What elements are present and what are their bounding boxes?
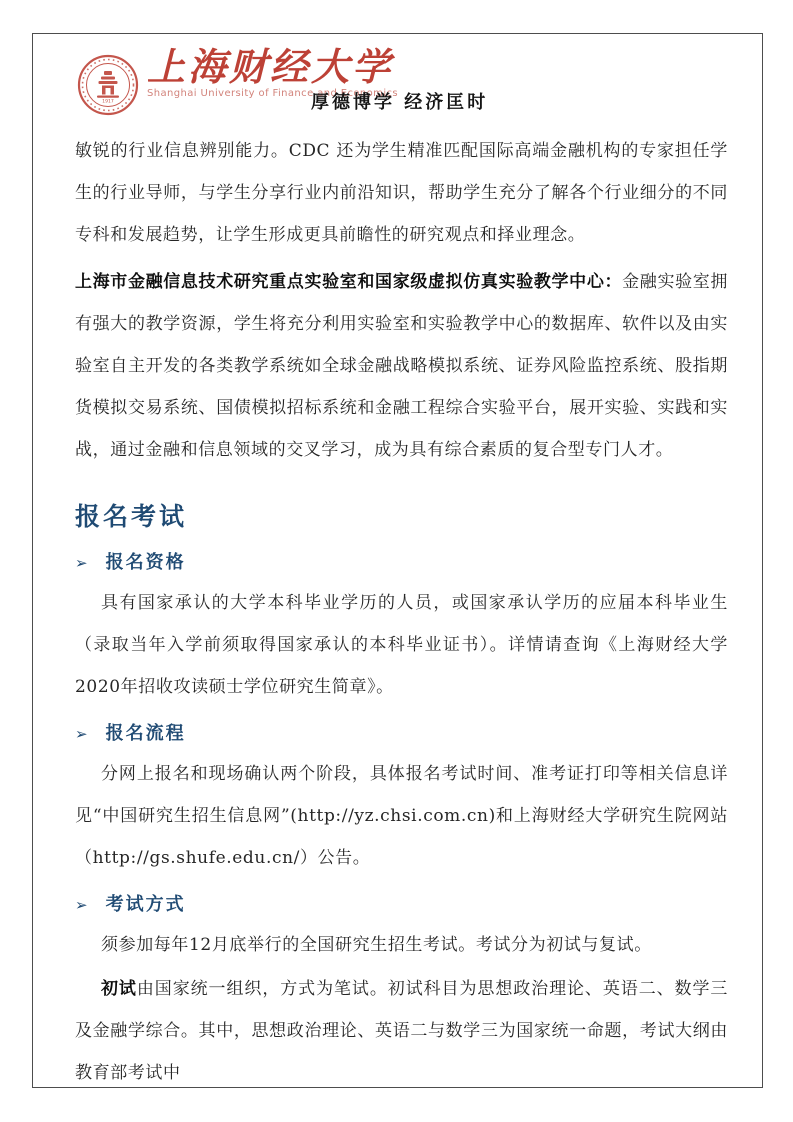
paragraph-bold-lead: 初试	[101, 979, 137, 999]
section-title-registration-exam: 报名考试	[75, 502, 188, 531]
subsection-procedure	[75, 717, 728, 751]
university-name-en: Shanghai University of Finance and Economics	[147, 88, 399, 99]
paragraph-exam-overview	[75, 924, 728, 966]
paragraph-text: 由国家统一组织，方式为笔试。初试科目为思想政治理论、英语二、数学三及金融学综合。其中，思想政治理论、英语二与数学三为国家统一命题，考试大纲由教育部考试中	[75, 979, 728, 1083]
subsection-heading: 报名资格	[105, 552, 186, 573]
paragraph-text: 金融实验室拥有强大的教学资源，学生将充分利用实验室和实验教学中心的数据库、软件以及由实验室自主开发的各类教学系统如全球金融战略模拟系统、证券风险监控系统、股指期货模拟交易系统、国债模拟招标系统和金融工程综合实验平台，展开实验、实践和实战，通过金融和信息领域的交叉学习，成为具有综合素质的复合型专门人才。	[75, 272, 728, 460]
paragraph-text: 敏锐的行业信息辨别能力。CDC 还为学生精准匹配国际高端金融机构的专家担任学生的行业导师，与学生分享行业内前沿知识，帮助学生充分了解各个行业细分的不同专科和发展趋势，让学生形成更具前瞻性的研究观点和择业理念。	[75, 141, 728, 245]
paragraph-lab-center	[75, 261, 728, 471]
university-motto: 厚德博学 经济匡时	[311, 92, 489, 113]
paragraph-preliminary-exam	[75, 968, 728, 1094]
svg-text:1917: 1917	[102, 99, 114, 105]
paragraph-text: 须参加每年12月底举行的全国研究生招生考试。考试分为初试与复试。	[101, 935, 652, 955]
paragraph-procedure	[75, 753, 728, 879]
paragraph-text: 分网上报名和现场确认两个阶段，具体报名考试时间、准考证打印等相关信息详见“中国研究生招生信息网”(http://yz.chsi.com.cn)和上海财经大学研究生院网站（http://gs.shufe.edu.cn/）公告。	[75, 764, 728, 868]
subsection-heading: 报名流程	[105, 723, 186, 744]
paragraph-cdc-mentors	[75, 130, 728, 256]
university-header	[75, 44, 728, 116]
page-content	[75, 44, 728, 1094]
paragraph-eligibility	[75, 582, 728, 708]
paragraph-text: 具有国家承认的大学本科毕业学历的人员，或国家承认学历的应届本科毕业生（录取当年入学前须取得国家承认的本科毕业证书）。详情请查询《上海财经大学2020年招收攻读硕士学位研究生简章》。	[75, 593, 728, 697]
arrow-bullet-icon: ➢	[75, 725, 88, 743]
paragraph-bold-lead: 上海市金融信息技术研究重点实验室和国家级虚拟仿真实验教学中心：	[75, 272, 623, 292]
subsection-exam-format	[75, 888, 728, 922]
subsection-eligibility	[75, 546, 728, 580]
arrow-bullet-icon: ➢	[75, 896, 88, 914]
university-seal-icon	[77, 54, 139, 116]
arrow-bullet-icon: ➢	[75, 554, 88, 572]
university-name-zh: 上海财经大学	[147, 44, 394, 89]
subsection-heading: 考试方式	[105, 894, 186, 915]
